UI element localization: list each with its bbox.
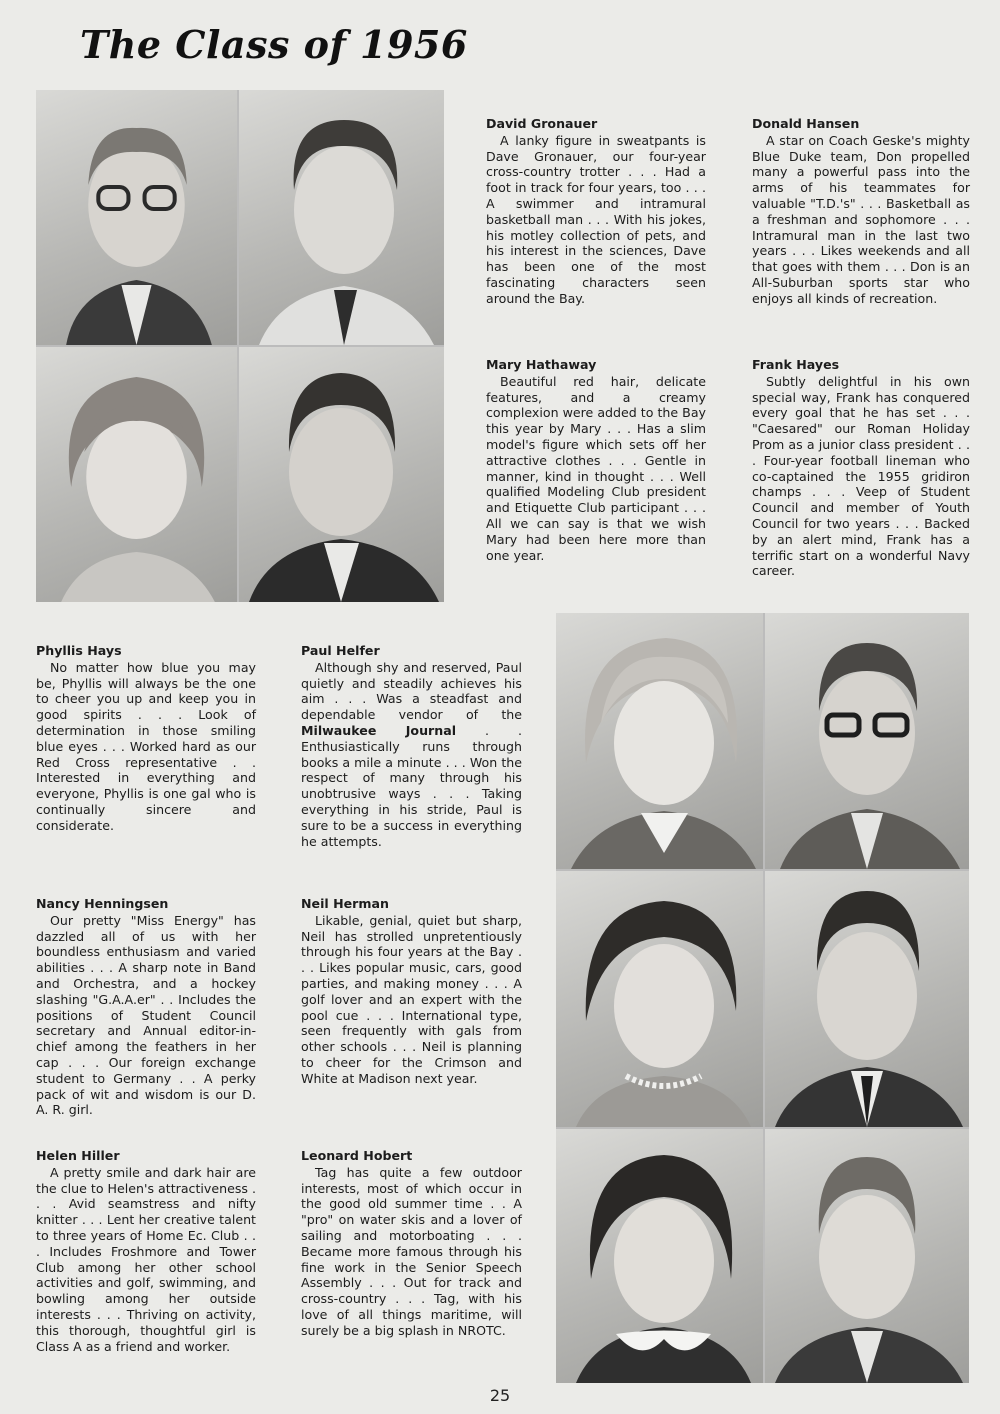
bio-leonard-hobert [301,1148,522,1339]
bio-phyllis-hays [36,643,256,834]
bio-name: Nancy Henningsen [36,896,169,911]
page-title: The Class of 1956 [80,22,468,67]
page-number: 25 [489,1386,511,1405]
bio-text: Tag has quite a few outdoor interests, most of which occur in the good old summer time . . A "pro" on water skis and a lover of sailing and motorboating . . . Became more famous through his fine work in the Senior Speech Assembly . . . Out for track and cross-country . . . Tag, with his love of all things maritime, will surely be a big splash in NROTC. [301,1164,522,1338]
bio-name: Phyllis Hays [36,643,122,658]
bio-text: A lanky figure in sweatpants is Dave Gronauer, our four-year cross-country trotter . . . Had a foot in track for four years, too . . . A swimmer and intramural basketball man . . . With his jokes, his motley collection of pets, and his interest in the sciences, Dave has been one of the most fascinating characters seen around the Bay. [486,132,706,306]
bio-paul-helfer [301,643,522,849]
bio-text-part: . . Enthusiastically runs through books a mile a minute . . . Won the respect of many through his unobtrusive ways . . . Taking everything in his stride, Paul is sure to be a success in everything he attempts. [301,722,522,849]
bio-name: Leonard Hobert [301,1148,413,1163]
bio-text: No matter how blue you may be, Phyllis will always be the one to cheer you up and keep you in good spirits . . . Look of determination in those smiling blue eyes . . . Worked hard as our Red Cross representative . . Interested in everything and everyone, Phyllis is one gal who is continually sincere and considerate. [36,659,256,833]
bio-name: Neil Herman [301,896,389,911]
bio-name: Paul Helfer [301,643,380,658]
portrait-frank-hayes [239,347,444,602]
bio-nancy-henningsen [36,896,256,1118]
bio-mary-hathaway [486,357,706,563]
newspaper-name: Milwaukee Journal [301,722,457,738]
bio-name: Mary Hathaway [486,357,597,372]
portrait-nancy-henningsen [556,871,763,1127]
bio-text [301,660,522,850]
bio-david-gronauer [486,116,706,307]
bio-neil-herman [301,896,522,1087]
portrait-leonard-hobert [765,1129,969,1383]
portrait-grid-bottom [556,613,969,1383]
portrait-helen-hiller [556,1129,763,1383]
bio-text: Likable, genial, quiet but sharp, Neil has strolled unpretentiously through his four years at the Bay . . . Likes popular music, cars, good parties, and making money . . . A golf lover and an expert with the pool cue . . . International type, seen frequently with gals from other schools . . . Neil is planning to cheer for the Crimson and White at Madison next year. [301,912,522,1086]
portrait-donald-hansen [239,90,444,345]
bio-name: David Gronauer [486,116,598,131]
bio-name: Frank Hayes [752,357,840,372]
bio-text: Our pretty "Miss Energy" has dazzled all of us with her boundless enthusiasm and varied abilities . . . A sharp note in Band and Orchestra, and a hockey slashing "G.A.A.er" . . Includes the positions of Student Council secretary and Annual editor-in-chief among the feathers in her cap . . . Our foreign exchange student to Germany . . A perky pack of wit and wisdom is our D. A. R. girl. [36,912,256,1118]
bio-frank-hayes [752,357,970,579]
bio-text: Subtly delightful in his own special way, Frank has conquered every goal that he has set . . . "Caesared" our Roman Holiday Prom as a junior class president . . . Four-year football lineman who co-captained the 1955 gridiron champs . . . Veep of Student Council and member of Youth Council for two years . . . Backed by an alert mind, Frank has a terrific start on a wonderful Navy career. [752,373,970,579]
bio-text: A star on Coach Geske's mighty Blue Duke team, Don propelled many a powerful pass into the arms of his teammates for valuable "T.D.'s" . . . Basketball as a freshman and sophomore . . . Intramural man in the last two years . . . Likes weekends and all that goes with them . . . Don is an All-Suburban sports star who enjoys all kinds of recreation. [752,132,970,306]
portrait-phyllis-hays [556,613,763,869]
bio-helen-hiller [36,1148,256,1354]
bio-name: Helen Hiller [36,1148,120,1163]
portrait-mary-hathaway [36,347,237,602]
portrait-neil-herman [765,871,969,1127]
portrait-david-gronauer [36,90,237,345]
bio-text-part: Although shy and reserved, Paul quietly and steadily achieves his aim . . . Was a steadfast and dependable vendor of the [301,659,522,723]
bio-text: A pretty smile and dark hair are the clue to Helen's attractiveness . . . Avid seamstress and nifty knitter . . . Lent her creative talent to three years of Home Ec. Club . . . Includes Froshmore and Tower Club among her other school activities and golf, swimming, and bowling among her outside interests . . . Thriving on activity, this thorough, thoughtful girl is Class A as a friend and worker. [36,1164,256,1354]
portrait-paul-helfer [765,613,969,869]
bio-text: Beautiful red hair, delicate features, and a creamy complexion were added to the Bay this year by Mary . . . Has a slim model's figure which sets off her attractive clothes . . . Gentle in manner, kind in thought . . . Well qualified Modeling Club president and Etiquette Club participant . . . All we can say is that we wish Mary had been here more than one year. [486,373,706,563]
bio-donald-hansen [752,116,970,307]
bio-name: Donald Hansen [752,116,860,131]
portrait-grid-top [36,90,444,602]
